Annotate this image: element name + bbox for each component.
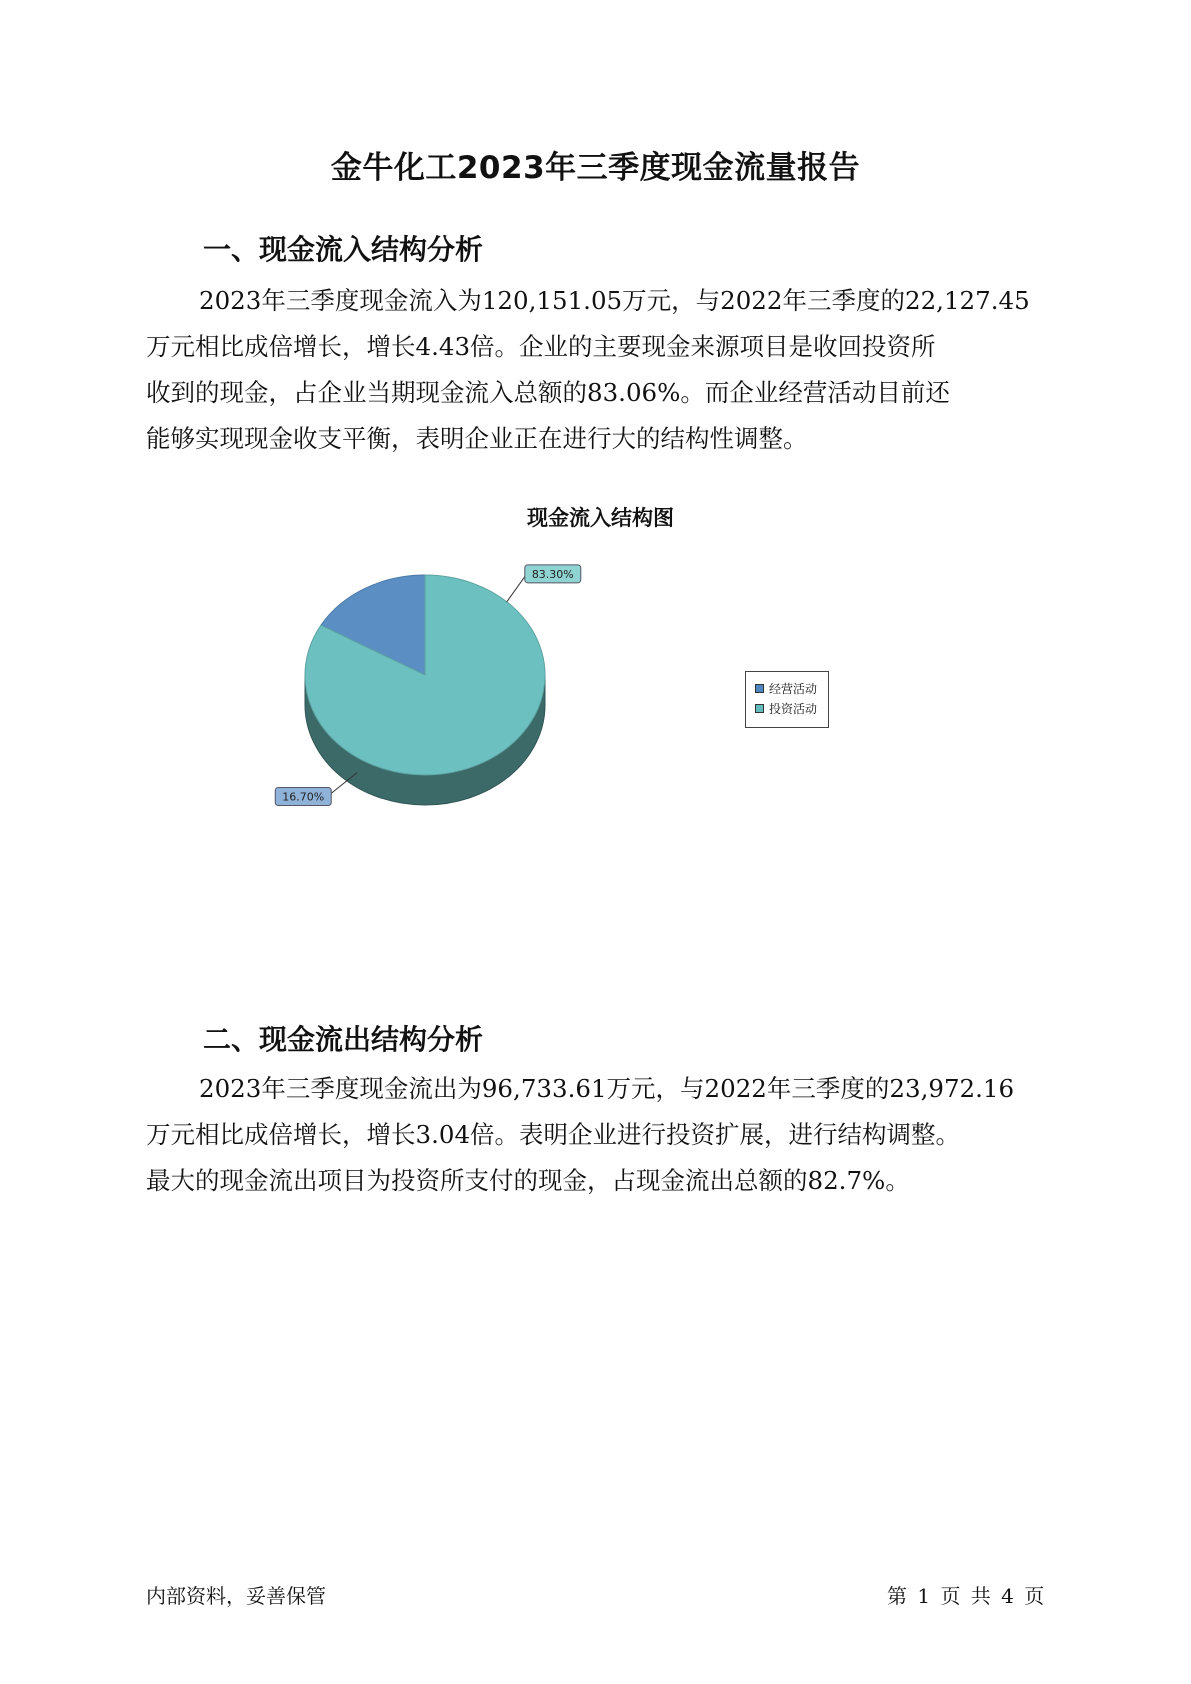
legend-swatch xyxy=(755,704,764,713)
pie-label-1: 83.30% xyxy=(531,567,574,581)
pie-label-0: 16.70% xyxy=(282,790,325,804)
section2-heading: 二、现金流出结构分析 xyxy=(203,1023,484,1056)
section1-line: 万元相比成倍增长，增长4.43倍。企业的主要现金来源项目是收回投资所 xyxy=(146,332,936,361)
pie-leader-1 xyxy=(507,574,527,602)
section2-line: 万元相比成倍增长，增长3.04倍。表明企业进行投资扩展，进行结构调整。 xyxy=(146,1120,961,1149)
footer-page-number: 第 1 页 共 4 页 xyxy=(887,1584,1045,1608)
chart-title: 现金流入结构图 xyxy=(527,506,674,530)
footer-confidential: 内部资料，妥善保管 xyxy=(146,1584,326,1608)
section2-paragraph xyxy=(146,1066,1091,1204)
chart-legend xyxy=(745,671,829,728)
section1-line: 能够实现现金收支平衡，表明企业正在进行大的结构性调整。 xyxy=(146,424,808,453)
legend-swatch xyxy=(755,684,764,693)
legend-label: 经营活动 xyxy=(769,681,818,696)
section2-line: 最大的现金流出项目为投资所支付的现金，占现金流出总额的82.7%。 xyxy=(146,1166,910,1195)
legend-item xyxy=(755,698,828,718)
section1-heading: 一、现金流入结构分析 xyxy=(203,233,484,266)
section2-line: 2023年三季度现金流出为96,733.61万元，与2022年三季度的23,972.16 xyxy=(199,1074,1015,1103)
report-title: 金牛化工2023年三季度现金流量报告 xyxy=(330,150,861,186)
legend-item xyxy=(755,678,828,698)
section1-line: 收到的现金，占企业当期现金流入总额的83.06%。而企业经营活动目前还 xyxy=(146,378,950,407)
section1-line: 2023年三季度现金流入为120,151.05万元，与2022年三季度的22,127.45 xyxy=(199,286,1030,315)
legend-label: 投资活动 xyxy=(769,701,818,716)
